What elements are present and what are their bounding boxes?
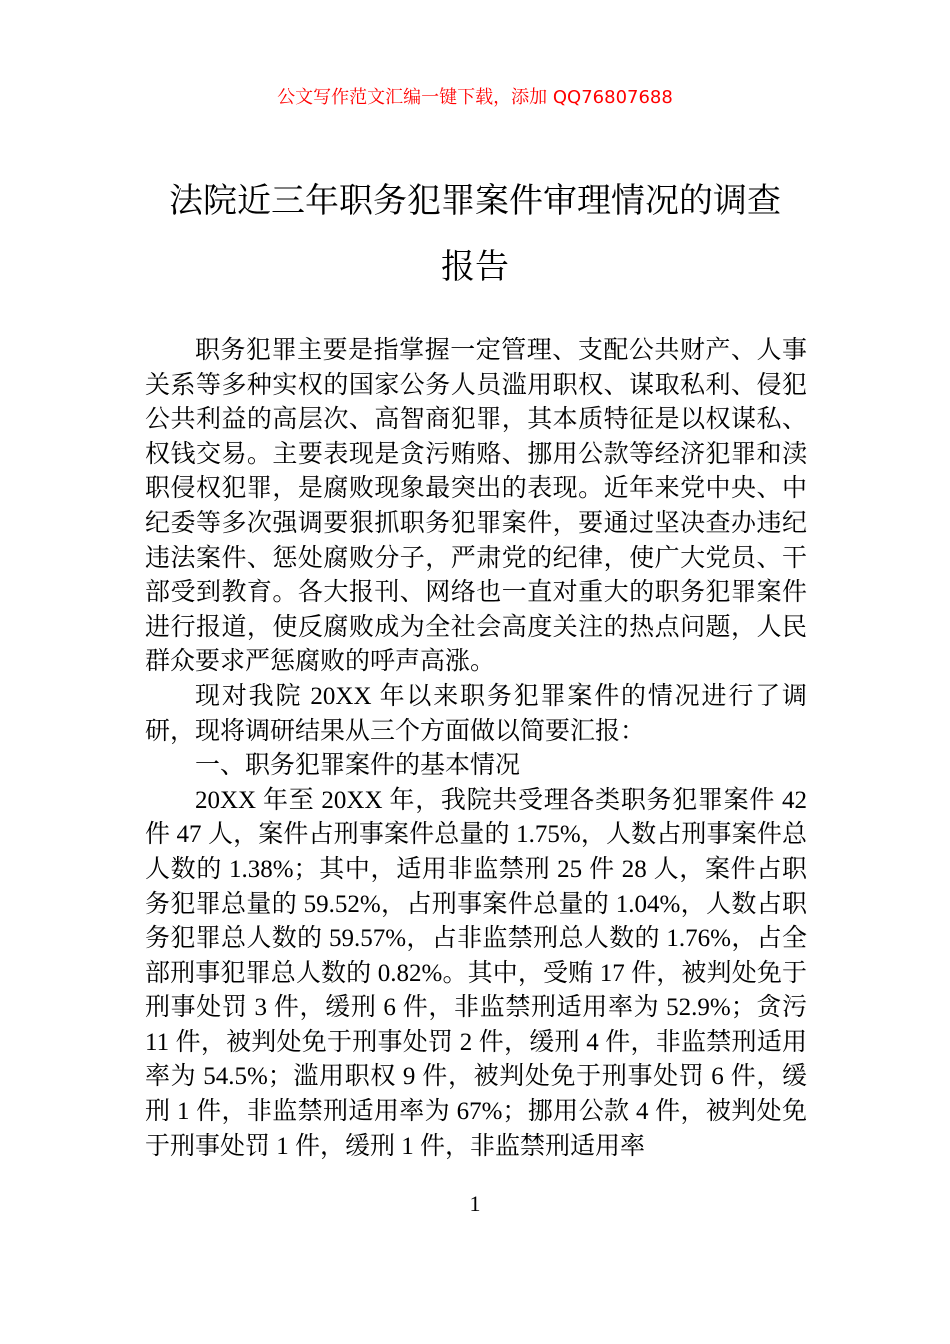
section-heading: 一、职务犯罪案件的基本情况 xyxy=(195,752,521,780)
title-line-2: 报告 xyxy=(441,247,509,287)
paragraph-statistics: 20XX 年至 20XX 年，我院共受理各类职务犯罪案件 42 件 47 人，案件占刑事案件总量的 1.75%，人数占刑事案件总人数的 1.38%；其中，适用非监禁刑 25 件 28 人，案件占职务犯罪总量的 59.52%，占刑事案件总量的 1.04%，人数占职务犯罪总人数的 59.57%，占非监禁刑总人数的 1.76%，占全部刑事犯罪总人数的 0.82%。其中，受贿 17 件，被判处免于刑事处罚 3 件，缓刑 6 件，非监禁刑适用率为 52.9%；贪污 11 件，被判处免于刑事处罚 2 件，缓刑 4 件，非监禁刑适用率为 54.5%；滥用职权 9 件，被判处免于刑事处罚 6 件，缓刑 1 件，非监禁刑适用率为 67%；挪用公款 4 件，被判处免于刑事处罚 1 件，缓刑 1 件，非监禁刑适用率 xyxy=(145,786,807,1160)
title-line-1: 法院近三年职务犯罪案件审理情况的调查 xyxy=(169,181,781,221)
document-body xyxy=(145,334,807,1164)
document-title xyxy=(120,168,830,300)
page-number: 1 xyxy=(469,1191,481,1216)
paragraph-intro: 职务犯罪主要是指掌握一定管理、支配公共财产、人事关系等多种实权的国家公务人员滥用职权、谋取私利、侵犯公共利益的高层次、高智商犯罪，其本质特征是以权谋私、权钱交易。主要表现是贪污贿赂、挪用公款等经济犯罪和渎职侵权犯罪，是腐败现象最突出的表现。近年来党中央、中纪委等多次强调要狠抓职务犯罪案件，要通过坚决查办违纪违法案件、惩处腐败分子，严肃党的纪律，使广大党员、干部受到教育。各大报刊、网络也一直对重大的职务犯罪案件进行报道，使反腐败成为全社会高度关注的热点问题，人民群众要求严惩腐败的呼声高涨。 xyxy=(145,337,807,676)
download-banner: 公文写作范文汇编一键下载，添加 QQ76807688 xyxy=(277,87,673,108)
paragraph-research: 现对我院 20XX 年以来职务犯罪案件的情况进行了调研，现将调研结果从三个方面做以简要汇报： xyxy=(145,682,807,745)
